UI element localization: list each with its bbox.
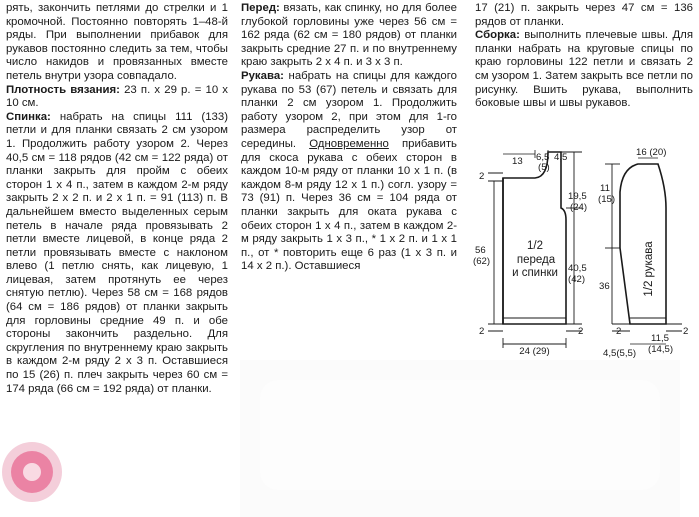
sleeves-heading: Рукава: [241, 69, 284, 82]
body-neck-depth: 6,5 [536, 152, 550, 163]
sleeve-top-width: 16 (20) [636, 147, 667, 158]
body-total-height: 56 [475, 245, 486, 256]
text-column-1 [6, 2, 228, 396]
pattern-schematics [470, 148, 699, 368]
paragraph-continuation: рять, закончить петлями до стрелки и 1 кромочной. Постоянно повторять 1–48-й ряды. При выполнении прибавок для рукавов постоянно следить за тем, чтобы число накидов и провязанных вместе петель внутри узора совпадало. [6, 2, 228, 82]
density-text: 23 п. х 29 р. = 10 х 10 см. [6, 83, 229, 110]
paragraph-front [241, 2, 457, 70]
watermark-overlay [240, 360, 680, 517]
paragraph-sleeves [241, 70, 457, 274]
body-neck-width: 13 [512, 156, 523, 167]
sleeve-bottom-width-alt: (14,5) [648, 344, 674, 355]
body-armhole-height-alt: (24) [570, 202, 588, 213]
text-column-3 [475, 2, 693, 111]
body-side-height-alt: (42) [568, 274, 586, 285]
sleeve-piece-label: 1/2 рукава [643, 241, 655, 297]
sleeves-simultaneously: Одновременно [309, 137, 389, 150]
body-width: 24 (29) [519, 346, 550, 357]
text-column-2 [241, 2, 457, 274]
body-top-band: 2 [479, 171, 485, 182]
body-neck-depth-alt: (5) [538, 162, 550, 173]
body-bottom-band: 2 [479, 326, 485, 337]
paragraph-density [6, 84, 228, 111]
density-heading: Плотность вязания: [6, 83, 120, 96]
body-shoulder-slope: 4,5 [554, 152, 568, 163]
body-side-height: 40,5 [568, 263, 587, 274]
body-piece-label-3: и спинки [512, 267, 558, 279]
assembly-heading: Сборка: [475, 29, 520, 42]
sleeves-text-2: прибавить для скоса рукава с обеих сторон в каждом 10-м ряду от планки 10 х 1 п. (в каждом 8-м ряду 12 х 1 п.) согл. узору = 73 (91) п. Через 36 см = 104 ряда от планки закрыть для оката рукава с обеих сторон 1 х 4 п., затем в каждом 2-м ряду закрыть 1 х 3 п., * 1 х 2 п. и 1 х 1 п., от * повторить еще 6 раз (1 х 3 п. и 14 х 2 п.). Оставшиеся [241, 137, 457, 273]
assembly-text: выполнить плечевые швы. Для планки набрать на круговые спицы по краю горловины 122 петли и связать 2 см узором 1. Затем закрыть все петли по рисунку. Вшить рукава, выполнить боковые швы и швы рукавов. [475, 29, 693, 110]
body-armhole-height: 19,5 [568, 191, 587, 202]
site-logo-icon [2, 430, 74, 502]
body-piece-label-2: переда [516, 254, 556, 266]
sleeve-bottom-band-right: 2 [683, 326, 689, 337]
body-bottom-band-right: 2 [578, 326, 584, 337]
back-heading: Спинка: [6, 110, 51, 123]
back-text: набрать на спицы 111 (133) петли и для планки связать 2 см узором 1. Продолжить работу узором 2. Через 40,5 см = 118 рядов (42 см = 122 ряда) от планки закрыть для пройм с обеих сторон 1 х 4 п., затем в каждом 2-м ряду закрыть 2 х 2 п. и 2 х 1 п. = 91 (113) п. В дальнейшем вместо выделенных серым петель в начале ряда провязывать 2 петли вместе лицевой, в конце ряда 2 петли провязывать вместе с наклоном влево (1 петлю снять, как лицевую, 1 лицевая, затем протянуть ее через снятую петлю). Через 58 см = 168 рядов (64 см = 186 рядов) от планки закрыть для горловины средние 49 п. и обе стороны закончить раздельно. Для скругления по внутреннему краю закрыть в каждом 2-м ряду 2 х 3 п. Оставшиеся по 15 (26) п. плеч закрыть через 60 см = 174 ряда (66 см = 192 ряда) от планки. [6, 110, 228, 395]
paragraph-assembly [475, 29, 693, 111]
body-piece-label-1: 1/2 [527, 240, 543, 252]
front-text: вязать, как спинку, но для более глубокой горловины уже через 56 см = 162 ряда (62 см = 180 рядов) от планки закрыть средние 27 п. и по внутреннему краю закрыть 2 х 4 п. и 3 х 3 п. [241, 2, 457, 69]
sleeve-bottom-band-left: 2 [616, 326, 622, 337]
paragraph-back [6, 111, 228, 396]
sleeve-cap-height-alt: (15) [598, 194, 616, 205]
paragraph-sleeve-end: 17 (21) п. закрыть через 47 см = 136 рядов от планки. [475, 2, 693, 28]
sleeves-text-1: набрать на спицы для каждого рукава по 53 (67) петель и связать для планки 2 см узором 1. Продолжить работу узором 2, при этом для 1-го размера распределить узор от середины. [241, 69, 457, 150]
body-total-height-alt: (62) [473, 256, 491, 267]
sleeve-increase: 4,5(5,5) [603, 348, 637, 359]
front-heading: Перед: [241, 2, 280, 14]
sleeve-cap-height: 11 [600, 183, 610, 194]
sleeve-length: 36 [599, 281, 610, 292]
sleeve-bottom-width: 11,5 [651, 333, 669, 344]
